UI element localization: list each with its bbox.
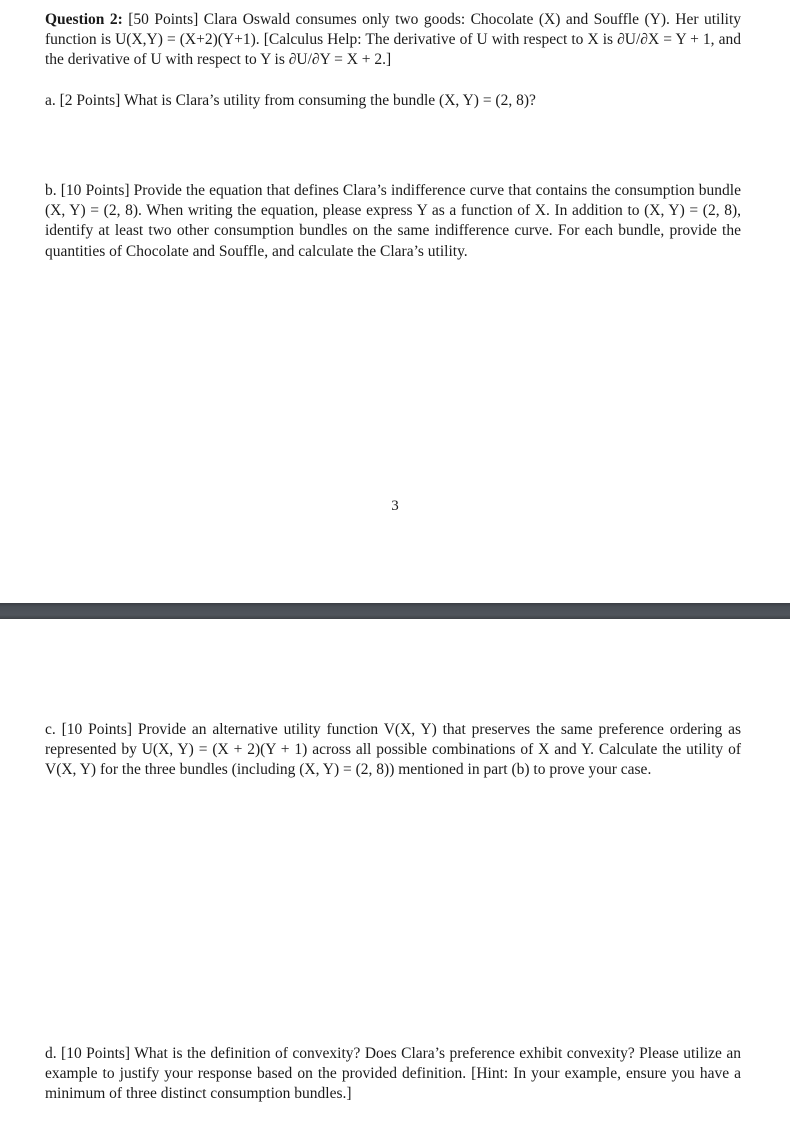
document-page-4 (0, 619, 790, 1130)
part-b-question: b. [10 Points] Provide the equation that defines Clara’s indifference curve that contains the consumption bundle (X, Y) = (2, 8). When writing the equation, please express Y as a function of X. In addition to (X, Y) = (2, 8), identify at least two other consumption bundles on the same indifference curve. For each bundle, provide the quantities of Chocolate and Souffle, and calculate the Clara’s utility. (45, 182, 741, 260)
part-a-question: a. [2 Points] What is Clara’s utility from consuming the bundle (X, Y) = (2, 8)? (45, 92, 536, 109)
question-label: Question 2: (45, 11, 123, 28)
page-break-divider (0, 603, 790, 619)
page-number: 3 (391, 498, 399, 514)
question-text: [50 Points] Clara Oswald consumes only two goods: Chocolate (X) and Souffle (Y). Her utility function is U(X,Y) = (X+2)(Y+1). [Calculus Help: The derivative of U with respect to X is ∂U/∂X = Y + 1, and the derivative of U with respect to Y is ∂U/∂Y = X + 2.] (45, 11, 742, 69)
part-c-question: c. [10 Points] Provide an alternative utility function V(X, Y) that preserves the same preference ordering as represented by U(X, Y) = (X + 2)(Y + 1) across all possible combinations of X and Y. Calculate the utility of V(X, Y) for the three bundles (including (X, Y) = (2, 8)) mentioned in part (b) to prove your case. (45, 721, 741, 779)
part-d-question: d. [10 Points] What is the definition of convexity? Does Clara’s preference exhibit convexity? Please utilize an example to justify your response based on the provided definition. [Hint: In your example, ensure you have a minimum of three distinct consumption bundles.] (45, 1045, 741, 1103)
question-2-header (45, 10, 741, 71)
